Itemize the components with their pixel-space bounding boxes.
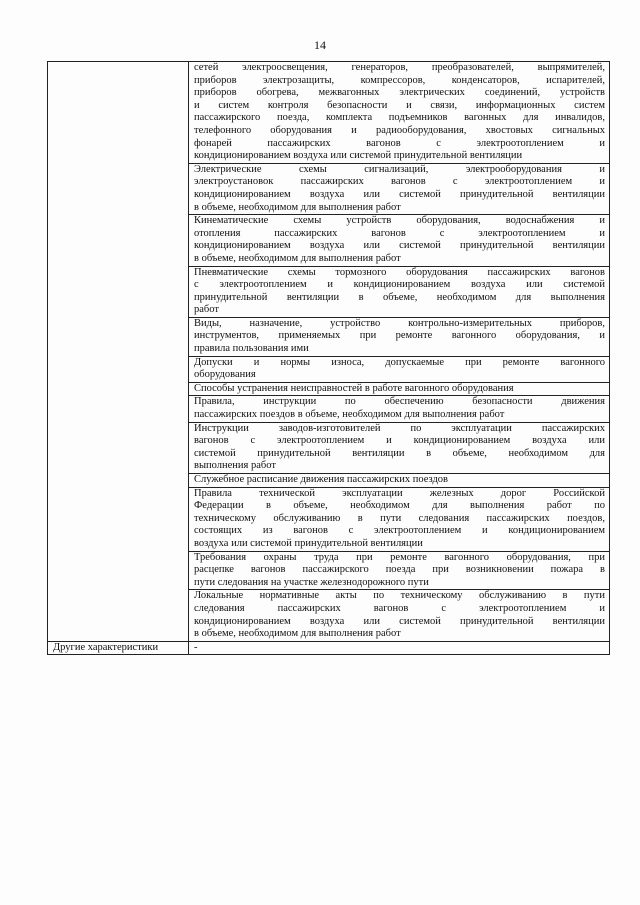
requirement-line: кондиционированием воздуха или системой принудительной вентиляции [194, 150, 523, 162]
requirement-line: оборудования [194, 369, 256, 381]
requirement-line: инструментов, применяемых при ремонте вагонного оборудования, и [194, 330, 605, 342]
other-characteristics-label: Другие характеристики [48, 641, 189, 655]
requirement-text [189, 266, 610, 317]
requirement-line: Кинематические схемы устройств оборудования, водоснабжения и [194, 215, 605, 227]
requirement-line: Способы устранения неисправностей в работе вагонного оборудования [194, 382, 514, 394]
requirement-line: телефонного оборудования и радиооборудования, хвостовых сигнальных [194, 124, 605, 136]
requirement-row [48, 62, 610, 164]
requirement-line: работ [194, 304, 219, 316]
requirement-line: Правила, инструкции по обеспечению безопасности движения [194, 396, 605, 408]
requirement-line: следования пассажирских вагонов с электроотоплением и [194, 602, 605, 614]
requirement-line: техническому обслуживанию в пути следования пассажирских поездов, [194, 512, 605, 524]
requirement-line: Допуски и нормы износа, допускаемые при ремонте вагонного [194, 356, 605, 368]
requirement-line: с электроотоплением и кондиционированием воздуха или системой [194, 279, 605, 291]
requirement-text [189, 317, 610, 356]
requirement-text [189, 163, 610, 214]
requirement-line: кондиционированием воздуха или системой принудительной вентиляции [194, 615, 605, 627]
requirements-table [47, 61, 610, 655]
requirement-line: Требования охраны труда при ремонте вагонного оборудования, при [194, 551, 605, 563]
requirement-text [189, 396, 610, 422]
other-characteristics-row [48, 641, 610, 655]
requirement-text [189, 62, 610, 164]
requirement-line: пути следования на участке железнодорожного пути [194, 576, 429, 588]
requirement-line: кондиционированием воздуха или системой принудительной вентиляции [194, 240, 605, 252]
requirement-line: в объеме, необходимом для выполнения работ [194, 628, 401, 640]
requirement-line: отопления пассажирских вагонов с электроотоплением и [194, 227, 605, 239]
requirement-text [189, 474, 610, 488]
requirement-line: воздуха или системой принудительной вентиляции [194, 537, 423, 549]
requirement-line: Локальные нормативные акты по техническому обслуживанию в пути [194, 590, 605, 602]
requirement-line: вагонов с электроотоплением и кондиционированием воздуха или [194, 435, 605, 447]
requirement-text [189, 382, 610, 396]
requirement-line: состоящих из вагонов с электроотоплением и кондиционированием [194, 525, 605, 537]
requirement-line: Электрические схемы сигнализаций, электрооборудования и [194, 163, 605, 175]
page-number: 14 [314, 38, 326, 52]
requirement-line: кондиционированием воздуха или системой принудительной вентиляции [194, 188, 605, 200]
other-characteristics-value: - [189, 641, 610, 655]
requirement-line: в объеме, необходимом для выполнения работ [194, 201, 401, 213]
requirement-line: правила пользования ими [194, 343, 309, 355]
requirement-text [189, 551, 610, 590]
requirement-text [189, 422, 610, 473]
requirement-line: сетей электроосвещения, генераторов, преобразователей, выпрямителей, [194, 62, 605, 73]
requirement-line: фонарей пассажирских вагонов с электроотоплением и [194, 137, 605, 149]
requirements-table-body [48, 62, 610, 655]
requirement-line: приборов электрозащиты, компрессоров, конденсаторов, испарителей, [194, 74, 605, 86]
requirement-text [189, 356, 610, 382]
requirement-text [189, 215, 610, 266]
requirement-text [189, 487, 610, 551]
requirement-line: в объеме, необходимом для выполнения работ [194, 252, 401, 264]
requirement-line: системой принудительной вентиляции в объеме, необходимом для [194, 447, 605, 459]
requirement-line: Правила технической эксплуатации железных дорог Российской [194, 487, 605, 499]
requirement-text [189, 590, 610, 641]
requirement-line: Пневматические схемы тормозного оборудования пассажирских вагонов [194, 266, 605, 278]
requirements-label-cell [48, 62, 189, 642]
requirement-line: Служебное расписание движения пассажирских поездов [194, 474, 448, 485]
requirement-line: выполнения работ [194, 460, 276, 472]
requirement-line: пассажирских поездов в объеме, необходимом для выполнения работ [194, 409, 505, 421]
requirement-line: пассажирского поезда, комплекта подъемников вагонных для инвалидов, [194, 112, 605, 124]
requirement-line: Федерации в объеме, необходимом для выполнения работ по [194, 500, 605, 512]
requirement-line: электроустановок пассажирских вагонов с электроотоплением и [194, 176, 605, 188]
requirement-line: и систем контроля безопасности и связи, информационных систем [194, 99, 605, 111]
requirement-line: приборов обогрева, межвагонных электрических соединений, устройств [194, 87, 605, 99]
requirement-line: расцепке вагонов пассажирского поезда при возникновении пожара в [194, 564, 605, 576]
requirement-line: Виды, назначение, устройство контрольно-измерительных приборов, [194, 317, 605, 329]
requirement-line: принудительной вентиляции в объеме, необходимом для выполнения [194, 291, 605, 303]
requirement-line: Инструкции заводов-изготовителей по эксплуатации пассажирских [194, 422, 605, 434]
